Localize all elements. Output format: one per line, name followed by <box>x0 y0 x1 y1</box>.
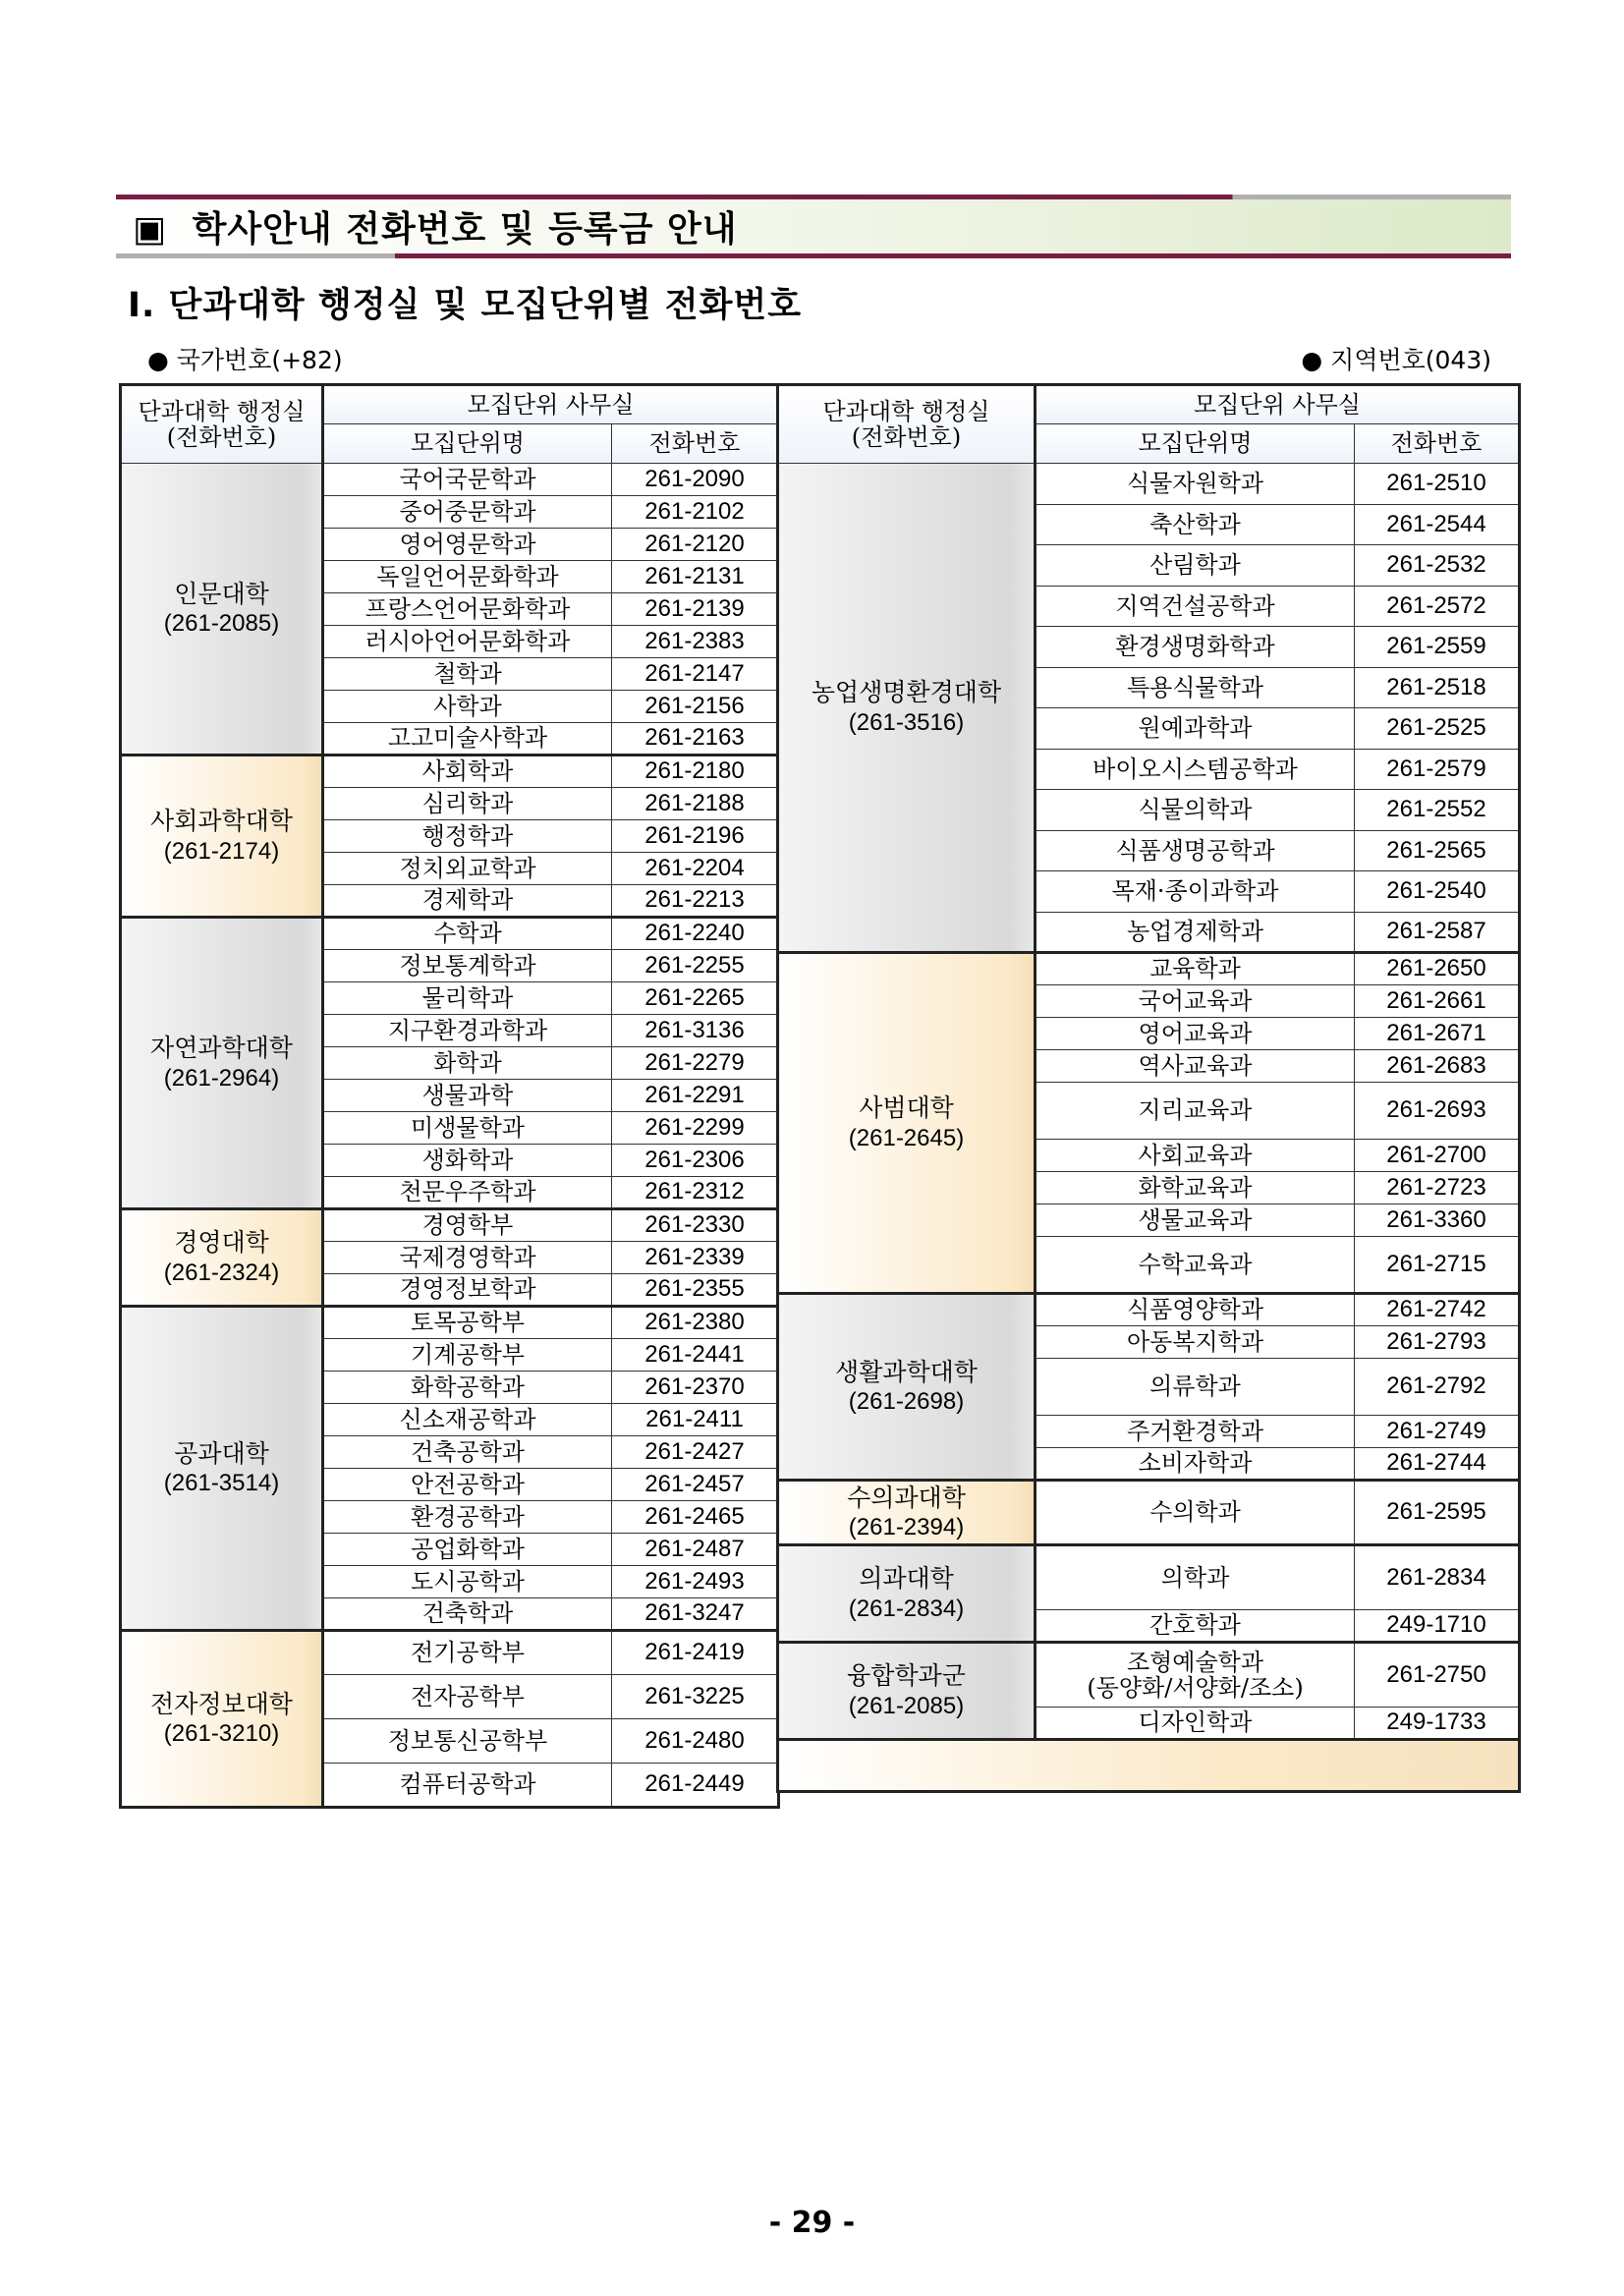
unit-name: 사학과 <box>323 691 612 723</box>
unit-name: 전기공학부 <box>323 1631 612 1675</box>
college-phone: (261-2645) <box>848 1124 965 1151</box>
unit-phone: 261-2518 <box>1355 667 1520 708</box>
unit-name: 경영학부 <box>323 1209 612 1242</box>
unit-phone: 261-2579 <box>1355 749 1520 790</box>
unit-name: 지구환경과학과 <box>323 1015 612 1047</box>
unit-phone: 261-2441 <box>612 1339 779 1372</box>
unit-phone: 261-2750 <box>1355 1643 1520 1708</box>
unit-phone: 261-2715 <box>1355 1237 1520 1294</box>
unit-phone: 261-2411 <box>612 1404 779 1436</box>
college-phone: (261-3210) <box>163 1720 280 1748</box>
unit-phone: 261-2255 <box>612 950 779 982</box>
unit-phone: 261-2120 <box>612 529 779 561</box>
unit-phone: 261-2196 <box>612 820 779 853</box>
unit-phone: 261-3136 <box>612 1015 779 1047</box>
unit-phone: 261-2487 <box>612 1534 779 1566</box>
unit-phone: 261-2544 <box>1355 504 1520 545</box>
college-cell <box>778 464 1036 953</box>
unit-phone: 261-2131 <box>612 561 779 593</box>
unit-name: 의류학과 <box>1036 1359 1355 1416</box>
unit-phone: 261-2565 <box>1355 830 1520 871</box>
college-phone: (261-3516) <box>848 708 965 736</box>
unit-name: 국어국문학과 <box>323 464 612 496</box>
unit-phone: 261-2090 <box>612 464 779 496</box>
unit-name: 정보통계학과 <box>323 950 612 982</box>
unit-phone: 261-3225 <box>612 1675 779 1719</box>
unit-phone: 261-2744 <box>1355 1448 1520 1481</box>
table-row <box>121 1209 779 1242</box>
college-phone: (261-2698) <box>848 1388 965 1416</box>
unit-phone: 261-2291 <box>612 1080 779 1112</box>
unit-office-header: 모집단위 사무실 <box>323 385 779 424</box>
title-marker-icon: ▣ <box>133 209 168 250</box>
section-title: Ⅰ. 단과대학 행정실 및 모집단위별 전화번호 <box>128 286 803 325</box>
unit-phone: 261-2240 <box>612 918 779 950</box>
unit-name: 교육학과 <box>1036 953 1355 985</box>
unit-phone: 261-2552 <box>1355 790 1520 831</box>
unit-name: 신소재공학과 <box>323 1404 612 1436</box>
filler-cell <box>778 1740 1520 1792</box>
unit-phone: 261-2449 <box>612 1764 779 1808</box>
unit-phone: 261-2380 <box>612 1307 779 1339</box>
table-row <box>121 1307 779 1339</box>
unit-phone: 261-2650 <box>1355 953 1520 985</box>
unit-name: 기계공학부 <box>323 1339 612 1372</box>
unit-name: 농업경제학과 <box>1036 912 1355 953</box>
phone-header: 전화번호 <box>1355 424 1520 464</box>
unit-phone: 261-2370 <box>612 1372 779 1404</box>
unit-phone: 261-2595 <box>1355 1481 1520 1545</box>
unit-name: 원예과학과 <box>1036 708 1355 750</box>
unit-name: 화학공학과 <box>323 1372 612 1404</box>
unit-phone: 261-2419 <box>612 1631 779 1675</box>
college-name: 공과대학 <box>174 1438 269 1468</box>
college-cell <box>778 1545 1036 1643</box>
unit-phone: 261-2147 <box>612 658 779 691</box>
unit-phone: 261-2540 <box>1355 871 1520 913</box>
unit-phone: 261-2279 <box>612 1047 779 1080</box>
unit-name: 미생물학과 <box>323 1112 612 1145</box>
unit-phone: 261-2265 <box>612 982 779 1015</box>
college-name: 사회과학대학 <box>150 807 293 836</box>
unit-phone: 261-2510 <box>1355 464 1520 505</box>
unit-name: 국제경영학과 <box>323 1242 612 1274</box>
unit-name: 식품생명공학과 <box>1036 830 1355 871</box>
college-name: 자연과학대학 <box>150 1034 293 1063</box>
unit-phone: 261-2792 <box>1355 1359 1520 1416</box>
unit-name: 중어중문학과 <box>323 496 612 529</box>
college-cell <box>778 953 1036 1294</box>
unit-phone: 261-2339 <box>612 1242 779 1274</box>
unit-phone: 261-2834 <box>1355 1545 1520 1610</box>
unit-phone: 261-2330 <box>612 1209 779 1242</box>
unit-phone: 261-2693 <box>1355 1083 1520 1140</box>
unit-name: 철학과 <box>323 658 612 691</box>
unit-phone: 261-2383 <box>612 626 779 658</box>
unit-phone: 249-1733 <box>1355 1708 1520 1740</box>
college-name: 농업생명환경대학 <box>811 678 1002 707</box>
college-cell <box>778 1294 1036 1481</box>
table-row <box>121 918 779 950</box>
table-row <box>121 756 779 788</box>
unit-name: 도시공학과 <box>323 1566 612 1598</box>
college-cell <box>778 1481 1036 1545</box>
unit-name: 화학교육과 <box>1036 1172 1355 1204</box>
unit-phone: 261-3360 <box>1355 1204 1520 1237</box>
page-number: - 29 - <box>768 2206 856 2240</box>
unit-phone: 261-2457 <box>612 1469 779 1501</box>
unit-name: 사회교육과 <box>1036 1140 1355 1172</box>
unit-name: 식물의학과 <box>1036 790 1355 831</box>
unit-name: 정치외교학과 <box>323 853 612 885</box>
unit-name: 목재·종이과학과 <box>1036 871 1355 913</box>
unit-name: 의학과 <box>1036 1545 1355 1610</box>
unit-name: 지역건설공학과 <box>1036 586 1355 627</box>
unit-phone: 261-2465 <box>612 1501 779 1534</box>
college-name: 의과대학 <box>859 1564 954 1594</box>
unit-phone: 261-2559 <box>1355 627 1520 668</box>
unit-name: 전자공학부 <box>323 1675 612 1719</box>
unit-phone: 261-2700 <box>1355 1140 1520 1172</box>
unit-phone: 261-2102 <box>612 496 779 529</box>
college-cell <box>121 918 323 1209</box>
unit-phone: 261-2156 <box>612 691 779 723</box>
unit-name: 특용식물학과 <box>1036 667 1355 708</box>
college-phone: (261-2834) <box>848 1595 965 1622</box>
unit-name: 공업화학과 <box>323 1534 612 1566</box>
unit-name: 토목공학부 <box>323 1307 612 1339</box>
unit-name: 영어영문학과 <box>323 529 612 561</box>
unit-phone: 261-2661 <box>1355 985 1520 1018</box>
unit-phone: 261-2299 <box>612 1112 779 1145</box>
unit-phone: 261-2213 <box>612 885 779 918</box>
unit-phone: 261-2493 <box>612 1566 779 1598</box>
table-row <box>121 1631 779 1675</box>
unit-name: 산림학과 <box>1036 545 1355 587</box>
unit-phone: 261-3247 <box>612 1598 779 1631</box>
unit-phone: 261-2312 <box>612 1177 779 1209</box>
unit-phone: 261-2742 <box>1355 1294 1520 1326</box>
unit-phone: 261-2671 <box>1355 1018 1520 1050</box>
unit-phone: 261-2532 <box>1355 545 1520 587</box>
college-name: 생활과학대학 <box>835 1357 978 1386</box>
table-row <box>778 1740 1520 1792</box>
table-row <box>778 1481 1520 1545</box>
unit-name: 지리교육과 <box>1036 1083 1355 1140</box>
unit-name: 소비자학과 <box>1036 1448 1355 1481</box>
college-office-header <box>778 385 1036 464</box>
unit-name: 간호학과 <box>1036 1610 1355 1643</box>
table-row <box>778 953 1520 985</box>
college-office-header-label: 단과대학 행정실 <box>822 397 990 425</box>
table-row <box>121 464 779 496</box>
college-name: 경영대학 <box>174 1228 269 1258</box>
unit-name: 프랑스언어문화학과 <box>323 593 612 626</box>
college-cell <box>121 756 323 918</box>
country-code: ● 국가번호(+82) <box>147 346 343 374</box>
unit-phone: 261-2306 <box>612 1145 779 1177</box>
unit-office-header: 모집단위 사무실 <box>1036 385 1520 424</box>
unit-name: 생물교육과 <box>1036 1204 1355 1237</box>
college-name: 사범대학 <box>859 1093 954 1123</box>
unit-name: 국어교육과 <box>1036 985 1355 1018</box>
college-phone: (261-2085) <box>848 1692 965 1719</box>
college-phone: (261-2174) <box>163 837 280 865</box>
college-office-header-sub: (전화번호) <box>166 423 277 451</box>
unit-name: 정보통신공학부 <box>323 1719 612 1764</box>
college-phone: (261-2324) <box>163 1259 280 1286</box>
area-code: ● 지역번호(043) <box>1301 346 1491 374</box>
unit-phone: 261-2587 <box>1355 912 1520 953</box>
college-office-header-sub: (전화번호) <box>851 423 962 451</box>
unit-name: 환경공학과 <box>323 1501 612 1534</box>
unit-name: 고고미술사학과 <box>323 723 612 756</box>
title-bar-underline <box>116 253 1511 258</box>
page-title <box>133 201 738 252</box>
college-cell <box>121 1631 323 1808</box>
unit-name: 축산학과 <box>1036 504 1355 545</box>
unit-name: 경영정보학과 <box>323 1274 612 1307</box>
unit-name: 심리학과 <box>323 788 612 820</box>
college-cell <box>778 1643 1036 1740</box>
unit-phone: 261-2204 <box>612 853 779 885</box>
unit-phone: 261-2139 <box>612 593 779 626</box>
unit-name: 수의학과 <box>1036 1481 1355 1545</box>
unit-name: 식물자원학과 <box>1036 464 1355 505</box>
unit-name: 건축학과 <box>323 1598 612 1631</box>
page-title-text: 학사안내 전화번호 및 등록금 안내 <box>192 209 738 250</box>
table-row <box>778 1643 1520 1708</box>
unit-name: 수학과 <box>323 918 612 950</box>
college-name: 수의과대학 <box>847 1483 966 1512</box>
unit-phone: 261-2723 <box>1355 1172 1520 1204</box>
unit-name: 러시아언어문화학과 <box>323 626 612 658</box>
college-name: 융합학과군 <box>847 1661 966 1691</box>
unit-name: 아동복지학과 <box>1036 1326 1355 1359</box>
left-directory-table <box>119 383 780 1809</box>
unit-name: 독일언어문화학과 <box>323 561 612 593</box>
unit-name: 경제학과 <box>323 885 612 918</box>
unit-name: 사회학과 <box>323 756 612 788</box>
college-cell <box>121 464 323 756</box>
unit-name: 천문우주학과 <box>323 1177 612 1209</box>
unit-name: 화학과 <box>323 1047 612 1080</box>
unit-name: 역사교육과 <box>1036 1050 1355 1083</box>
college-name: 전자정보대학 <box>150 1689 293 1718</box>
college-name: 인문대학 <box>174 579 269 608</box>
unit-name: 디자인학과 <box>1036 1708 1355 1740</box>
unit-phone: 261-2572 <box>1355 586 1520 627</box>
unit-name: 생화학과 <box>323 1145 612 1177</box>
unit-name: 주거환경학과 <box>1036 1416 1355 1448</box>
unit-phone: 261-2163 <box>612 723 779 756</box>
college-cell <box>121 1307 323 1631</box>
unit-phone: 249-1710 <box>1355 1610 1520 1643</box>
unit-name: 환경생명화학과 <box>1036 627 1355 668</box>
unit-phone: 261-2355 <box>612 1274 779 1307</box>
unit-name-header: 모집단위명 <box>1036 424 1355 464</box>
college-phone: (261-2964) <box>163 1064 280 1092</box>
unit-phone: 261-2180 <box>612 756 779 788</box>
unit-name: 물리학과 <box>323 982 612 1015</box>
unit-phone: 261-2480 <box>612 1719 779 1764</box>
college-office-header <box>121 385 323 464</box>
unit-name: 안전공학과 <box>323 1469 612 1501</box>
unit-name: 조형예술학과 (동양화/서양화/조소) <box>1036 1643 1355 1708</box>
unit-name: 영어교육과 <box>1036 1018 1355 1050</box>
college-phone: (261-2394) <box>848 1514 965 1541</box>
college-phone: (261-2085) <box>163 610 280 638</box>
unit-phone: 261-2525 <box>1355 708 1520 750</box>
unit-phone: 261-2683 <box>1355 1050 1520 1083</box>
unit-phone: 261-2749 <box>1355 1416 1520 1448</box>
unit-name: 수학교육과 <box>1036 1237 1355 1294</box>
phone-header: 전화번호 <box>612 424 779 464</box>
unit-phone: 261-2188 <box>612 788 779 820</box>
unit-phone: 261-2427 <box>612 1436 779 1469</box>
college-office-header-label: 단과대학 행정실 <box>138 397 306 425</box>
college-phone: (261-3514) <box>163 1470 280 1497</box>
table-row <box>778 1294 1520 1326</box>
unit-name: 식품영양학과 <box>1036 1294 1355 1326</box>
unit-name: 생물과학 <box>323 1080 612 1112</box>
college-cell <box>121 1209 323 1307</box>
unit-name: 바이오시스템공학과 <box>1036 749 1355 790</box>
unit-name: 컴퓨터공학과 <box>323 1764 612 1808</box>
unit-name-header: 모집단위명 <box>323 424 612 464</box>
unit-name: 행정학과 <box>323 820 612 853</box>
right-directory-table <box>776 383 1521 1793</box>
unit-name: 건축공학과 <box>323 1436 612 1469</box>
table-row <box>778 464 1520 505</box>
table-row <box>778 1545 1520 1610</box>
unit-phone: 261-2793 <box>1355 1326 1520 1359</box>
